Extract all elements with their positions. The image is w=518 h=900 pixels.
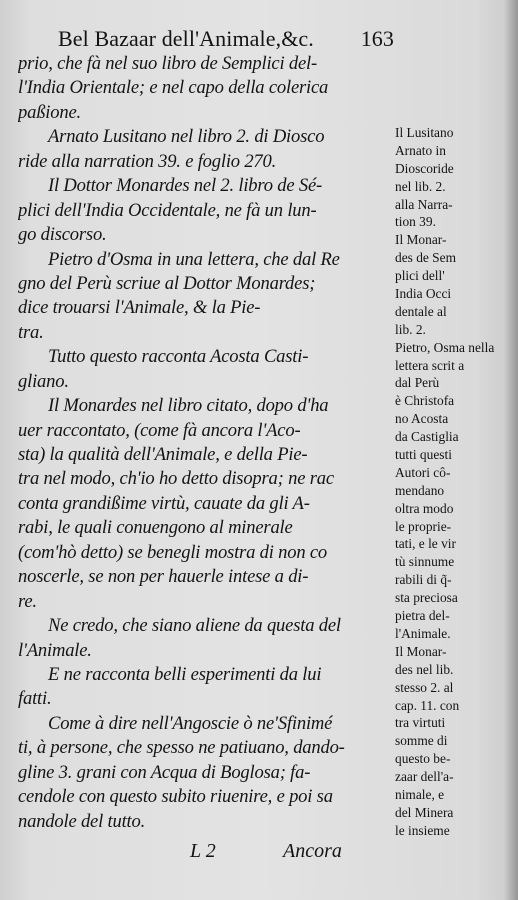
margin-note-line: no Acosta xyxy=(395,411,449,427)
text-line: E ne racconta belli esperimenti da lui xyxy=(48,663,322,685)
margin-note-line: plici dell' xyxy=(395,268,445,284)
margin-note-line: questo be- xyxy=(395,751,451,767)
text-line: gline 3. grani con Acqua di Boglosa; fa- xyxy=(18,761,311,783)
margin-note-line: Il Monar- xyxy=(395,643,447,659)
margin-note-line: tutti questi xyxy=(395,447,452,463)
text-line: noscerle, se non per hauerle intese a di- xyxy=(18,566,309,588)
text-line: Tutto questo racconta Acosta Casti- xyxy=(48,346,309,368)
margin-note-line: somme di xyxy=(395,733,448,749)
text-line: re. xyxy=(18,590,37,612)
margin-note-line: Il Monar- xyxy=(395,232,447,248)
text-line: Il Dottor Monardes nel 2. libro de Sé- xyxy=(48,175,323,197)
margin-note-line: pietra del- xyxy=(395,608,450,624)
margin-note-line: nel lib. 2. xyxy=(395,178,446,194)
margin-note-line: nimale, e xyxy=(395,786,445,802)
margin-note-line: des nel lib. xyxy=(395,661,454,677)
running-head-title: Bel Bazaar dell'Animale,&c. xyxy=(58,26,314,51)
text-line: go discorso. xyxy=(18,224,107,246)
margin-note-line: le proprie- xyxy=(395,518,452,534)
text-line: gno del Perù scriue al Dottor Monardes; xyxy=(18,272,316,294)
margin-note-line: Pietro, Osma nella xyxy=(395,339,495,355)
margin-note-line: lettera scrit a xyxy=(395,357,465,373)
text-line: nandole del tutto. xyxy=(18,810,146,832)
text-line: paßione. xyxy=(18,101,81,123)
text-line: Come à dire nell'Angoscie ò ne'Sfinimé xyxy=(48,712,333,734)
margin-note-line: da Castiglia xyxy=(395,429,459,445)
margin-note-line: des de Sem xyxy=(395,250,456,266)
page-number: 163 xyxy=(360,26,394,51)
margin-note-line: zaar dell'a- xyxy=(395,769,454,785)
text-line: gliano. xyxy=(18,370,69,392)
margin-note-line: stesso 2. al xyxy=(395,679,454,695)
text-line: tra. xyxy=(18,321,44,343)
margin-note-line: oltra modo xyxy=(395,500,454,516)
margin-note-line: Arnato in xyxy=(395,142,446,158)
margin-note-line: sta preciosa xyxy=(395,590,458,606)
margin-note-line: tù sinnume xyxy=(395,554,455,570)
catchword: Ancora xyxy=(283,840,342,862)
text-line: l'India Orientale; e nel capo della colerica xyxy=(18,77,329,99)
margin-note-line: rabili di q̃- xyxy=(395,572,452,588)
text-line: Arnato Lusitano nel libro 2. di Diosco xyxy=(48,126,325,148)
text-line: prio, che fà nel suo libro de Semplici del- xyxy=(18,53,317,74)
text-line: ti, à persone, che spesso ne patiuano, dando- xyxy=(18,737,345,759)
margin-note-line: tati, e le vir xyxy=(395,536,456,552)
margin-note-line: tra virtuti xyxy=(395,715,446,731)
text-line: dice trouarsi l'Animale, & la Pie- xyxy=(18,297,261,319)
main-text-block xyxy=(18,52,390,834)
text-line: sta) la qualità dell'Animale, e della Pie- xyxy=(18,444,308,465)
margin-note-line: Autori cô- xyxy=(395,464,451,480)
margin-note-line: cap. 11. con xyxy=(395,697,460,713)
text-line: Il Monardes nel libro citato, dopo d'ha xyxy=(48,395,329,417)
margin-note-line: India Occi xyxy=(395,286,452,302)
margin-note-line: dentale al xyxy=(395,303,447,319)
text-line: cendole con questo subito riuenire, e poi sa xyxy=(18,786,333,808)
margin-note-line: dal Perù xyxy=(395,375,440,391)
margin-note-line: alla Narra- xyxy=(395,196,453,212)
text-line: Ne credo, che siano aliene da questa del xyxy=(48,615,341,637)
running-head xyxy=(58,22,398,56)
text-line: rabi, le quali conuengono al minerale xyxy=(18,517,293,539)
margin-note-line: le insieme xyxy=(395,822,450,838)
text-line: conta grandißime virtù, cauate da gli A- xyxy=(18,492,310,514)
text-line: plici dell'India Occidentale, ne fà un lun- xyxy=(18,199,317,221)
margin-note-line: lib. 2. xyxy=(395,321,426,337)
text-line: Pietro d'Osma in una lettera, che dal Re xyxy=(48,248,340,270)
page-footer xyxy=(0,836,518,866)
text-line: tra nel modo, ch'io ho detto disopra; ne rac xyxy=(18,468,334,490)
margin-note-line: Dioscoride xyxy=(395,160,454,176)
margin-note-line: del Minera xyxy=(395,804,454,820)
text-line: uer raccontato, (come fà ancora l'Aco- xyxy=(18,419,301,441)
margin-note-line: Il Lusitano xyxy=(395,125,454,140)
signature-mark: L 2 xyxy=(190,840,216,862)
text-line: fatti. xyxy=(18,688,52,710)
margin-note-line: mendano xyxy=(395,482,445,498)
text-line: (com'hò detto) se benegli mostra di non co xyxy=(18,541,328,563)
margin-notes xyxy=(395,124,510,840)
margin-note-line: è Christofa xyxy=(395,393,455,409)
margin-note-line: l'Animale. xyxy=(395,625,451,641)
text-line: l'Animale. xyxy=(18,639,92,661)
text-line: ride alla narration 39. e foglio 270. xyxy=(18,150,277,172)
margin-note-line: tion 39. xyxy=(395,214,436,230)
